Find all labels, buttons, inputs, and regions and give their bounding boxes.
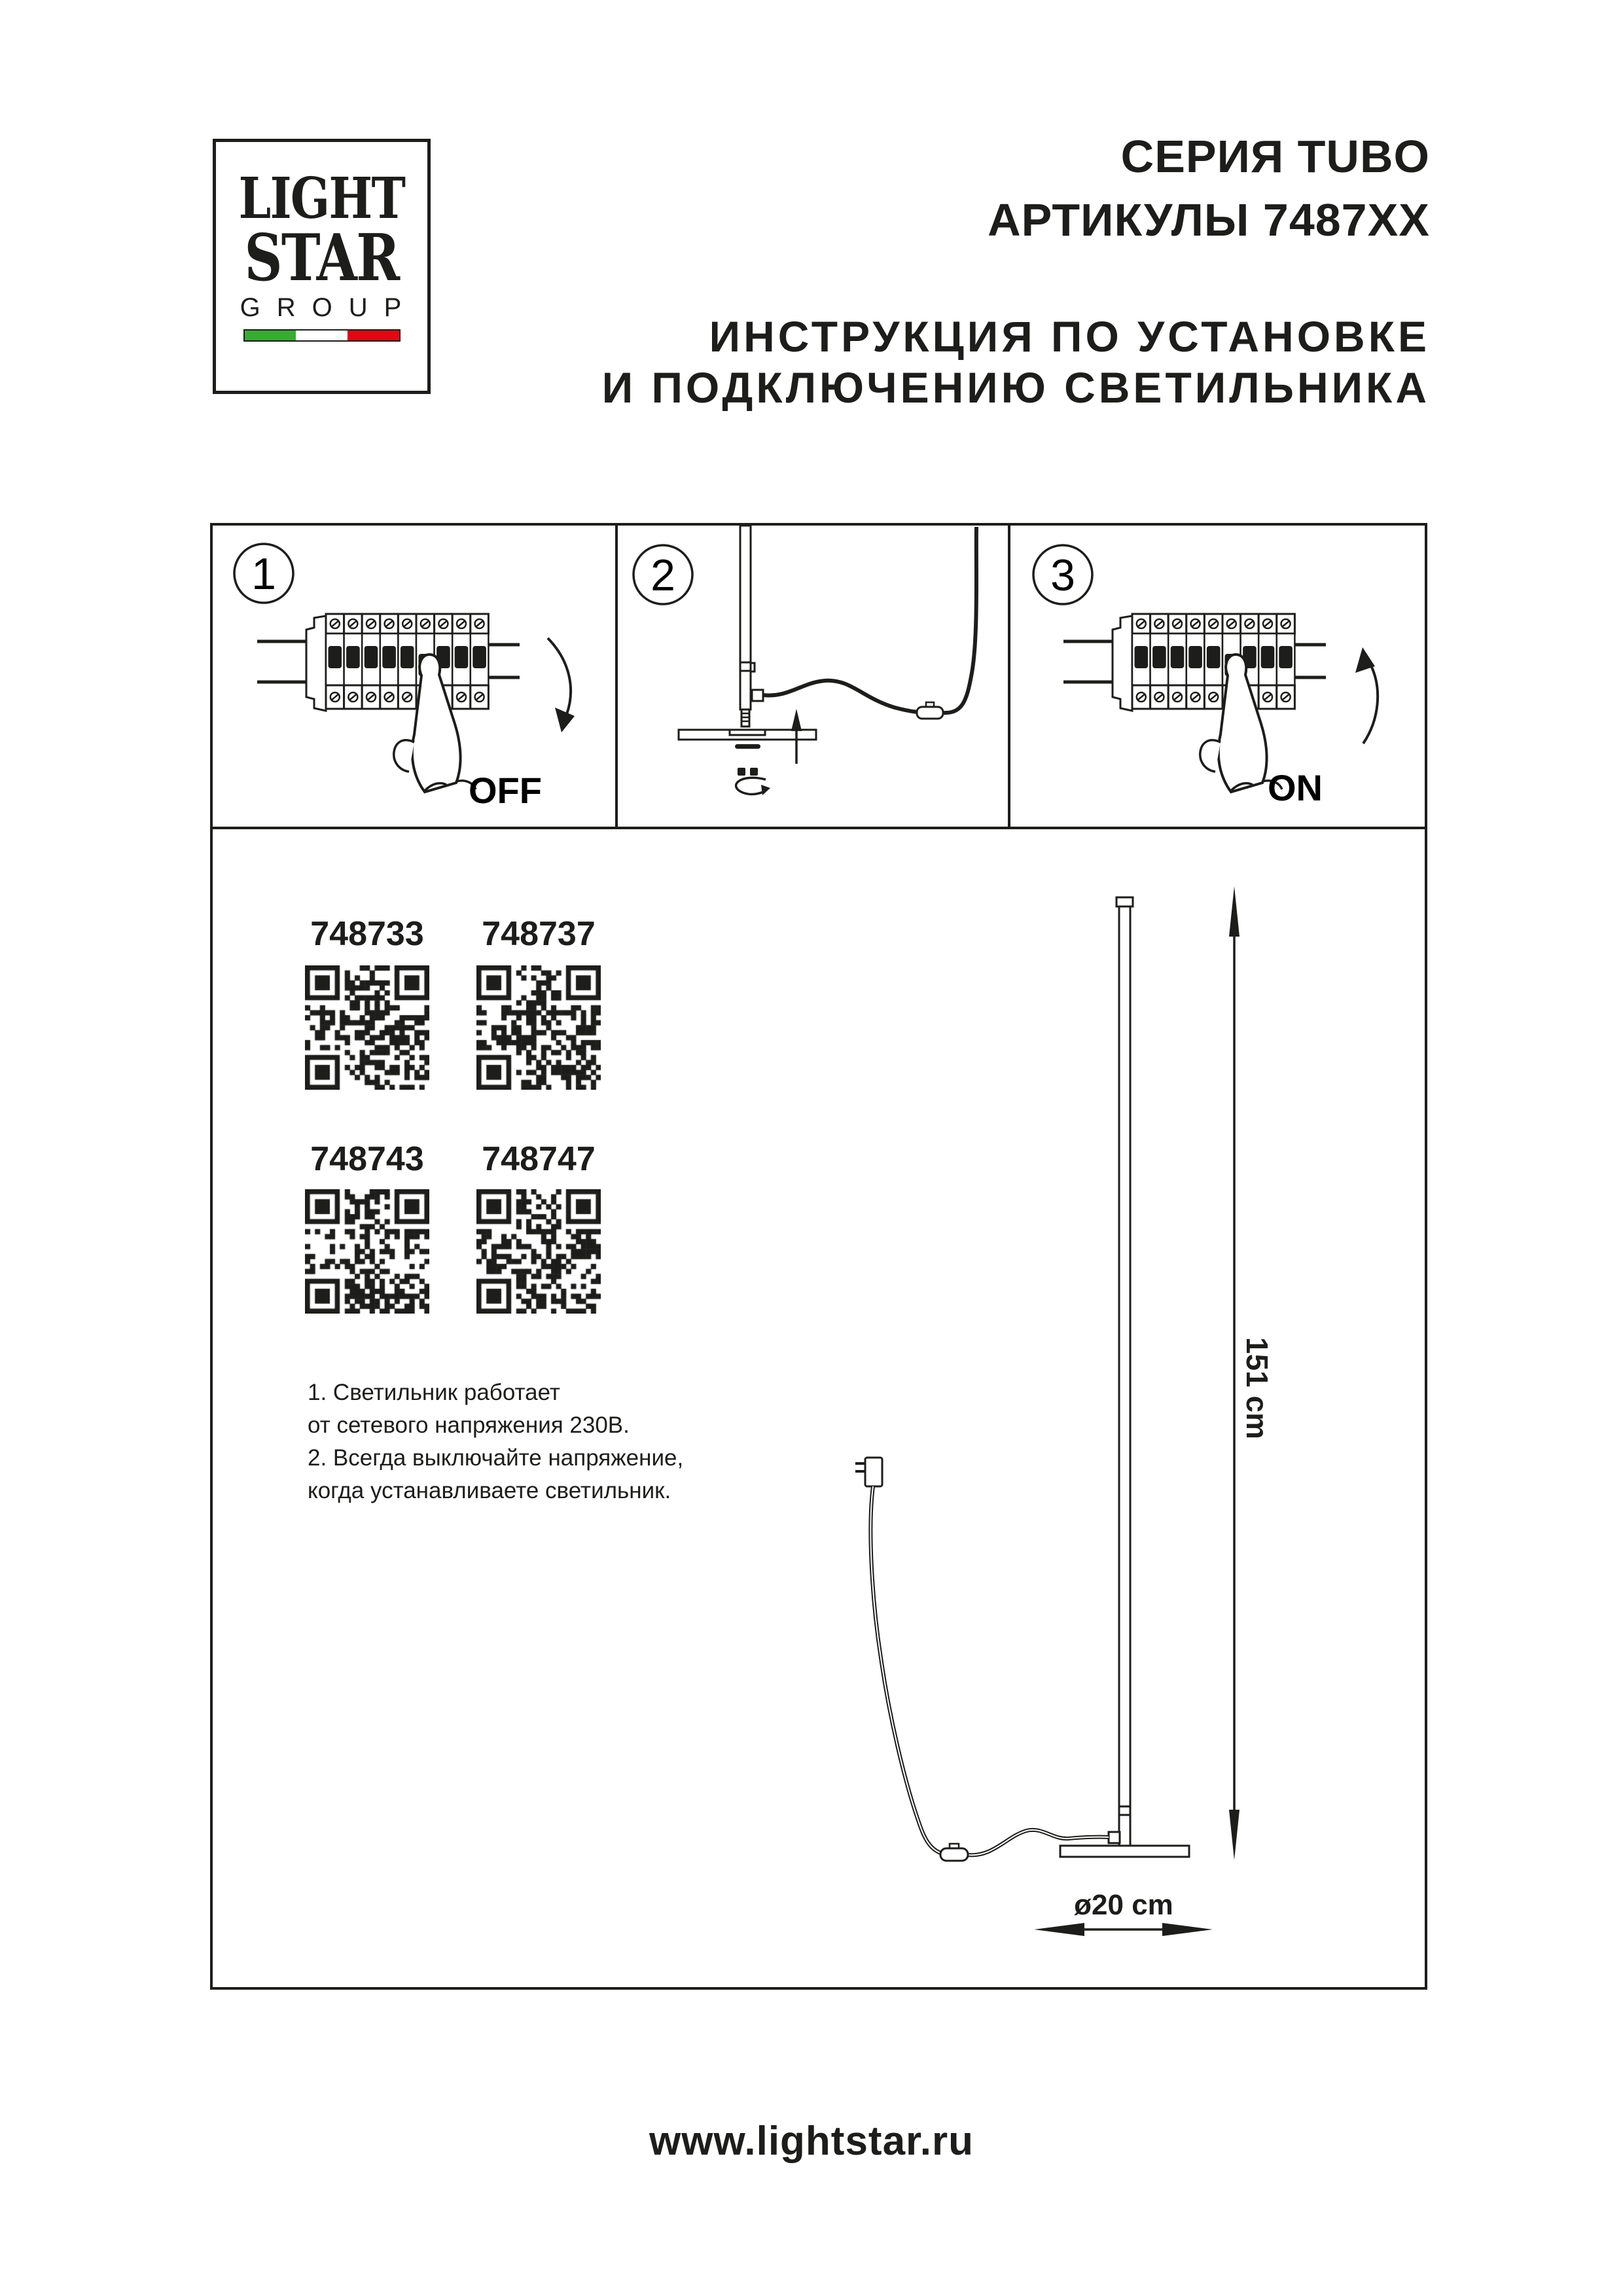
power-plug xyxy=(855,1458,882,1486)
logo-word-light: LIGHT xyxy=(238,166,405,232)
instruction-figure xyxy=(210,523,1427,1990)
article-number: 748747 xyxy=(482,1140,596,1178)
screw xyxy=(735,744,760,749)
step-1-badge xyxy=(234,544,293,603)
article-number: 748733 xyxy=(310,915,424,953)
series-title: СЕРИЯ TUBO xyxy=(1120,131,1430,182)
note-line: от сетевого напряжения 230В. xyxy=(308,1412,630,1438)
flag-green xyxy=(245,331,296,340)
cord-outlet-small xyxy=(752,690,763,701)
height-value: 151 cm xyxy=(1240,1336,1274,1440)
step-3-badge xyxy=(1033,545,1092,604)
svg-text:1: 1 xyxy=(251,549,276,599)
arrow-down-curve xyxy=(548,638,571,714)
instruction-title-line2: И ПОДКЛЮЧЕНИЮ СВЕТИЛЬНИКА xyxy=(601,363,1430,412)
logo-word-group: GROUP xyxy=(240,293,418,322)
cord-small xyxy=(763,681,918,712)
pole-top-cap xyxy=(1116,897,1133,906)
on-label: ON xyxy=(1268,767,1323,808)
qr-code-748747 xyxy=(476,1189,601,1314)
inline-switch xyxy=(940,1848,968,1861)
flag-red xyxy=(348,331,399,340)
qr-code-748733 xyxy=(305,965,429,1090)
step-1-panel xyxy=(257,614,575,811)
step-2-badge xyxy=(633,545,692,604)
lamp-pole-small xyxy=(740,526,751,709)
step-3-panel xyxy=(1063,614,1378,808)
website-url: www.lightstar.ru xyxy=(649,2119,974,2164)
document-header xyxy=(601,131,1430,413)
flag-white xyxy=(296,331,348,340)
italian-flag-bar xyxy=(243,329,401,342)
article-number: 748743 xyxy=(310,1140,424,1178)
articles-title: АРТИКУЛЫ 7487ХХ xyxy=(988,194,1430,245)
arrow-down-head xyxy=(555,708,575,732)
logo-word-star: STAR xyxy=(244,221,399,296)
instruction-title-line1: ИНСТРУКЦИЯ ПО УСТАНОВКЕ xyxy=(709,312,1430,361)
cord-outlet xyxy=(1109,1832,1120,1843)
safety-notes xyxy=(308,1376,831,1507)
note-line: когда устанавливаете светильник. xyxy=(308,1478,671,1503)
qr-code-748737 xyxy=(476,965,601,1090)
off-label: OFF xyxy=(469,770,542,811)
lamp-base xyxy=(1060,1846,1189,1857)
qr-code-748743 xyxy=(305,1189,429,1314)
svg-text:3: 3 xyxy=(1050,550,1075,600)
svg-text:2: 2 xyxy=(651,550,675,600)
lightstar-logo xyxy=(213,139,431,394)
instruction-title xyxy=(602,311,1430,413)
step-2-panel xyxy=(679,526,976,795)
inline-switch-small xyxy=(917,707,943,719)
height-dimension xyxy=(1229,886,1274,1860)
note-line: 1. Светильник работает xyxy=(308,1380,560,1405)
note-line: 2. Всегда выключайте напряжение, xyxy=(308,1445,684,1471)
arrow-up-curve xyxy=(1363,664,1378,744)
article-number: 748737 xyxy=(482,915,596,953)
lamp-pole xyxy=(1119,906,1130,1846)
floor-lamp-drawing xyxy=(855,886,1274,1936)
diameter-value: ø20 cm xyxy=(1074,1889,1173,1921)
diameter-dimension xyxy=(1034,1889,1213,1936)
power-cord xyxy=(870,1486,940,1853)
